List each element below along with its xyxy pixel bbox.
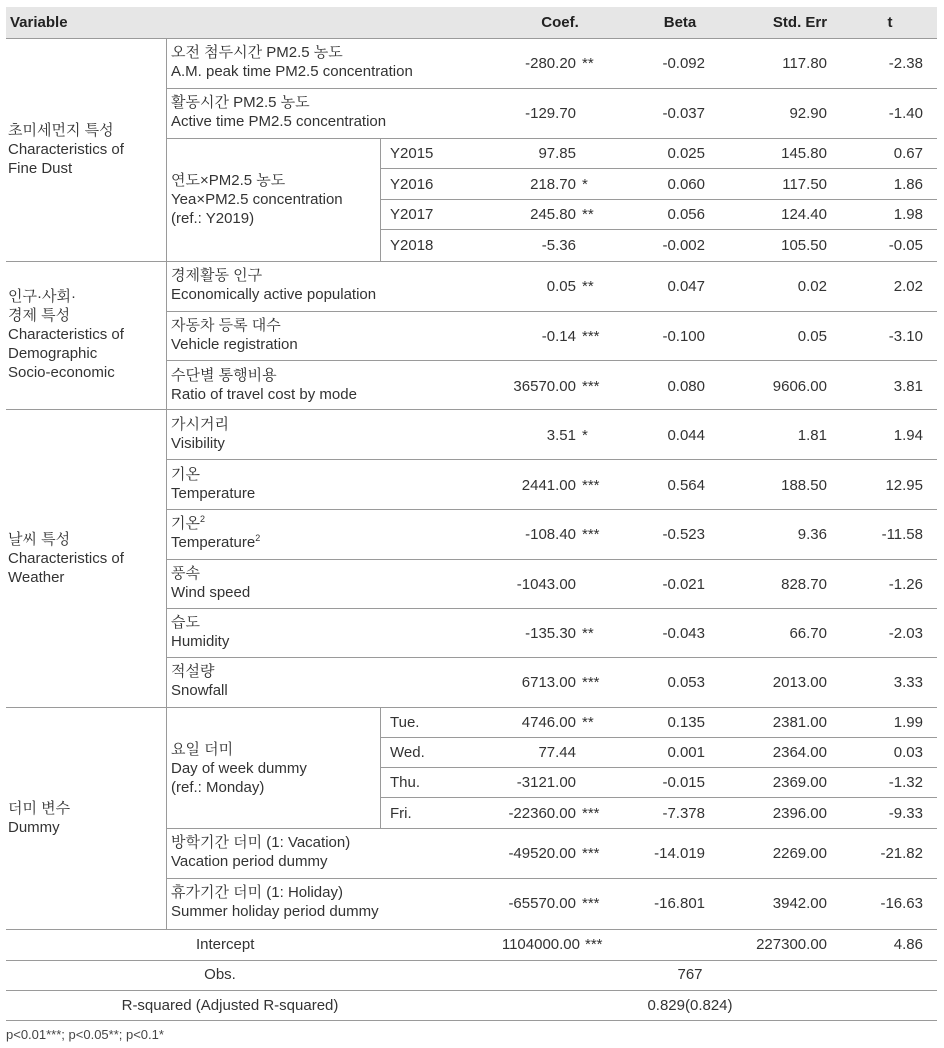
significance-stars: * [582,427,588,444]
beta-value: -0.002 [662,237,705,254]
beta-value: -0.015 [662,774,705,791]
table-rule [167,559,937,560]
intercept-t: 4.86 [893,936,923,953]
weekday-label: Fri. [390,805,412,822]
year-label: Y2018 [390,237,434,254]
significance-stars: *** [582,477,600,494]
intercept-label: Intercept [196,936,255,953]
beta-value: 0.053 [667,674,705,691]
beta-value: -0.043 [662,625,705,642]
weekday-label: Wed. [390,744,425,761]
t-value: -9.33 [888,805,923,822]
significance-stars: *** [582,895,600,912]
table-rule [380,229,937,230]
table-rule [380,707,381,828]
std-err-value: 9606.00 [772,378,827,395]
std-err-value: 2013.00 [772,674,827,691]
variable-label: 풍속 Wind speed [171,565,251,601]
group-label: 날씨 특성 Characteristics of Weather [8,531,124,586]
std-err-value: 2396.00 [772,805,827,822]
obs-value: 767 [677,966,703,983]
t-value: 2.02 [893,278,923,295]
header-std-err: Std. Err [772,14,828,31]
table-rule [380,767,937,768]
beta-value: 0.025 [667,145,705,162]
t-value: -2.03 [888,625,923,642]
significance-stars: ** [582,625,594,642]
table-rule [6,929,937,930]
table-rule [380,737,937,738]
t-value: 1.94 [893,427,923,444]
t-value: -1.26 [888,576,923,593]
subgroup-label: 연도×PM2.5 농도 Yea×PM2.5 concentration (ref.: Y2019) [171,172,343,227]
header-coef: Coef. [541,14,579,31]
t-value: -2.38 [888,55,923,72]
beta-value: 0.564 [667,477,705,494]
significance-stars: *** [582,378,600,395]
table-rule [6,990,937,991]
table-rule [380,199,937,200]
coef-value: 36570.00 [513,378,576,395]
coef-value: 245.80 [530,206,576,223]
table-rule [380,138,381,261]
variable-label: 적설량 Snowfall [171,663,228,699]
beta-value: 0.060 [667,176,705,193]
coef-value: -129.70 [525,105,576,122]
significance-stars: *** [582,526,600,543]
std-err-value: 2364.00 [772,744,827,761]
t-value: -1.32 [888,774,923,791]
beta-value: 0.056 [667,206,705,223]
coef-value: -22360.00 [508,805,576,822]
variable-label: 자동차 등록 대수 Vehicle registration [171,317,298,353]
table-rule [167,657,937,658]
beta-value: -0.100 [662,328,705,345]
significance-stars: ** [582,206,594,223]
table-rule [380,168,937,169]
obs-label: Obs. [204,966,236,983]
t-value: -1.40 [888,105,923,122]
std-err-value: 117.80 [782,55,827,72]
beta-value: 0.135 [667,714,705,731]
group-label: 초미세먼지 특성 Characteristics of Fine Dust [8,122,124,177]
weekday-label: Thu. [390,774,421,791]
header-variable: Variable [10,14,68,31]
table-rule [167,311,937,312]
variable-label: 습도 Humidity [171,614,230,650]
table-rule [167,878,937,879]
std-err-value: 124.40 [781,206,827,223]
coef-value: 218.70 [530,176,576,193]
header-beta: Beta [663,14,697,31]
rsq-label: R-squared (Adjusted R-squared) [121,997,339,1014]
beta-value: -7.378 [662,805,705,822]
table-rule [6,960,937,961]
year-label: Y2017 [390,206,434,223]
significance-stars: ** [582,278,594,295]
rsq-value: 0.829(0.824) [647,997,733,1014]
weekday-label: Tue. [390,714,420,731]
coef-value: 4746.00 [521,714,576,731]
t-value: 0.67 [893,145,923,162]
coef-value: 77.44 [538,744,576,761]
beta-value: 0.047 [667,278,705,295]
beta-value: 0.044 [667,427,705,444]
table-rule [167,608,937,609]
coef-value: -3121.00 [516,774,576,791]
std-err-value: 0.02 [797,278,827,295]
table-rule [6,409,937,410]
std-err-value: 92.90 [789,105,827,122]
significance-stars: *** [582,845,600,862]
t-value: 3.33 [893,674,923,691]
std-err-value: 188.50 [781,477,827,494]
table-rule [6,38,937,39]
variable-label: 경제활동 인구 Economically active population [171,267,377,303]
significance-stars: *** [582,328,600,345]
t-value: -0.05 [888,237,923,254]
table-rule [6,707,937,708]
year-label: Y2015 [390,145,434,162]
table-rule [380,797,937,798]
std-err-value: 3942.00 [772,895,827,912]
table-rule [6,261,937,262]
std-err-value: 0.05 [797,328,827,345]
variable-label: 가시거리 Visibility [171,416,229,452]
significance-stars: * [582,176,588,193]
variable-label: 오전 첨두시간 PM2.5 농도 A.M. peak time PM2.5 concentration [171,44,413,80]
intercept-sig: *** [585,936,603,953]
variable-label: 방학기간 더미 (1: Vacation) Vacation period dummy [171,834,351,870]
t-value: 0.03 [893,744,923,761]
intercept-coef: 1104000.00 [501,936,580,953]
significance-stars: ** [582,714,594,731]
variable-label: 수단별 통행비용 Ratio of travel cost by mode [171,367,357,403]
table-rule [167,138,937,139]
table-rule [167,88,937,89]
std-err-value: 9.36 [797,526,827,543]
coef-value: 6713.00 [521,674,576,691]
t-value: 1.99 [893,714,923,731]
variable-label: 활동시간 PM2.5 농도 Active time PM2.5 concentration [171,94,387,130]
table-rule [167,828,937,829]
beta-value: -0.523 [662,526,705,543]
intercept-se: 227300.00 [756,936,827,953]
table-rule [6,1020,937,1021]
t-value: -21.82 [880,845,923,862]
table-rule [166,38,167,929]
year-label: Y2016 [390,176,434,193]
beta-value: -0.092 [662,55,705,72]
table-rule [167,509,937,510]
beta-value: -16.801 [654,895,705,912]
coef-value: 0.05 [546,278,576,295]
beta-value: 0.080 [667,378,705,395]
header-t: t [887,14,893,31]
std-err-value: 2269.00 [772,845,827,862]
std-err-value: 105.50 [781,237,827,254]
std-err-value: 2381.00 [772,714,827,731]
coef-value: -0.14 [541,328,576,345]
std-err-value: 1.81 [797,427,827,444]
std-err-value: 117.50 [782,176,827,193]
significance-stars: *** [582,674,600,691]
coef-value: -49520.00 [508,845,576,862]
significance-note: p<0.01***; p<0.05**; p<0.1* [6,1027,164,1042]
significance-stars: ** [582,55,594,72]
std-err-value: 66.70 [789,625,827,642]
t-value: -16.63 [880,895,923,912]
coef-value: 97.85 [538,145,576,162]
t-value: -3.10 [888,328,923,345]
group-label: 인구·사회· 경제 특성 Characteristics of Demographic Socio-economic [8,288,124,381]
coef-value: -280.20 [525,55,576,72]
coef-value: 2441.00 [521,477,576,494]
t-value: 1.86 [893,176,923,193]
beta-value: 0.001 [667,744,705,761]
variable-label: 휴가기간 더미 (1: Holiday) Summer holiday period dummy [171,884,379,920]
beta-value: -0.037 [662,105,705,122]
beta-value: -14.019 [654,845,705,862]
std-err-value: 2369.00 [772,774,827,791]
table-rule [167,459,937,460]
variable-label: 기온 Temperature [171,466,256,502]
std-err-value: 828.70 [781,576,827,593]
t-value: 1.98 [893,206,923,223]
variable-label: 기온$^2$ Temperature$^2$ [171,514,261,551]
coef-value: -65570.00 [508,895,576,912]
coef-value: -1043.00 [516,576,576,593]
coef-value: 3.51 [546,427,576,444]
group-label: 더미 변수 Dummy [8,800,71,836]
coef-value: -108.40 [525,526,576,543]
subgroup-label: 요일 더미 Day of week dummy (ref.: Monday) [171,741,307,796]
t-value: 12.95 [885,477,923,494]
t-value: 3.81 [893,378,923,395]
coef-value: -135.30 [525,625,576,642]
coef-value: -5.36 [541,237,576,254]
t-value: -11.58 [881,526,923,543]
beta-value: -0.021 [662,576,705,593]
significance-stars: *** [582,805,600,822]
table-rule [167,360,937,361]
std-err-value: 145.80 [781,145,827,162]
